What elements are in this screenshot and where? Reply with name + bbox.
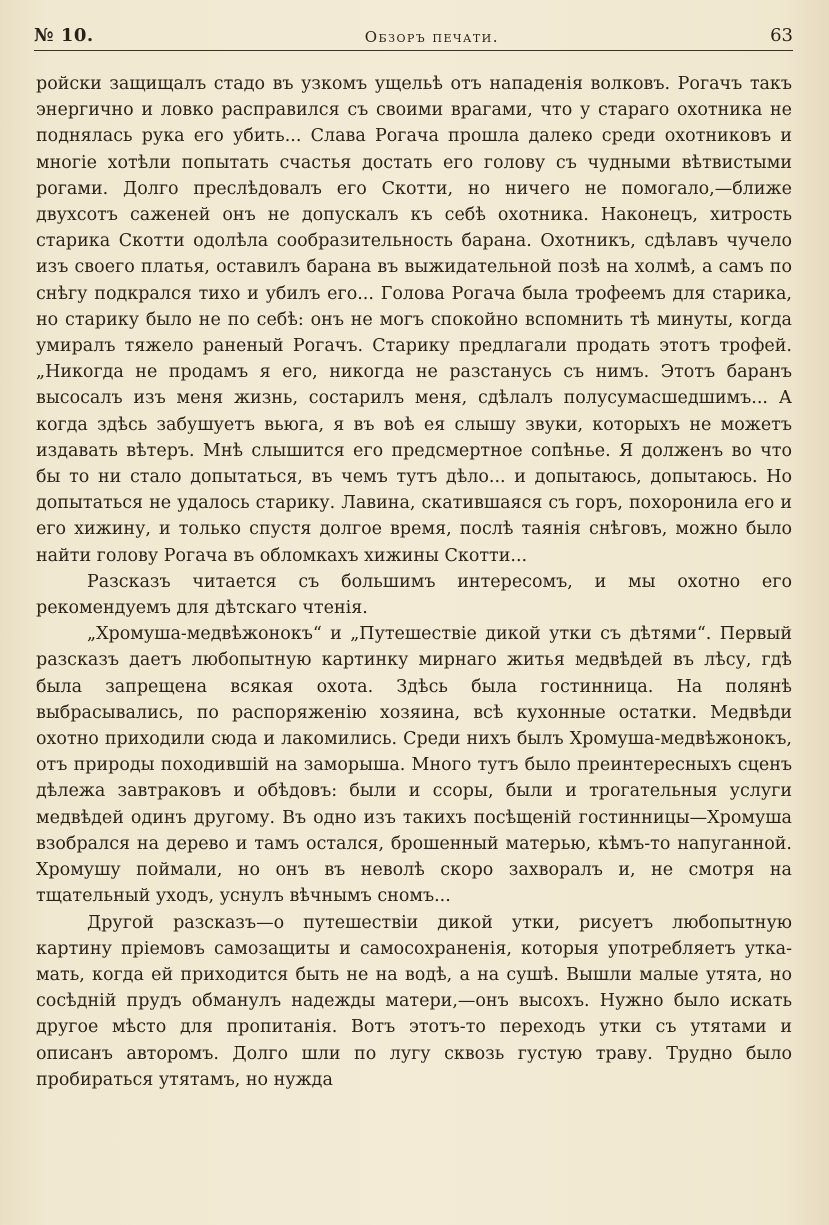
paragraph-wild-duck: Другой разсказъ—о путешествіи дикой утки, рисуетъ любопытную картину пріемовъ самозащиты и самосохраненія, которыя употребляетъ утка-мать, когда ей приходится быть не на водѣ, а на сушѣ. Вышли малые утята, но сосѣдній прудъ обманулъ надежды матери,—онъ высохъ. Нужно было искать другое мѣсто для пропитанія. Вотъ этотъ-то переходъ утки съ утятами и описанъ авторомъ. Долго шли по лугу сквозь густую траву. Трудно было пробираться утятамъ, но нужда [36,912,792,1090]
running-title: Обзоръ печати. [364,28,500,46]
issue-number: № 10. [34,25,94,46]
page-header [34,20,793,51]
paragraph-khromusha: „Хромуша-медвѣжонокъ“ и „Путешествіе дикой утки съ дѣтями“. Первый разсказъ даетъ любопытную картинку мирнаго житья медвѣдей въ лѣсу, гдѣ была запрещена всякая охота. Здѣсь была гостинница. На полянѣ выбрасывались, по распоряженію хозяина, всѣ кухонные остатки. Медвѣди охотно приходили сюда и лакомились. Среди нихъ былъ Хромуша-медвѣжонокъ, отъ природы походившій на заморыша. Много тутъ было преинтересныхъ сценъ дѣлежа завтраковъ и обѣдовъ: были и ссоры, были и трогательныя услуги медвѣдей одинъ другому. Въ одно изъ такихъ посѣщеній гостинницы—Хромуша взобрался на дерево и тамъ остался, брошенный матерью, кѣмъ-то напуганной. Хромушу поймали, но онъ въ неволѣ скоро захворалъ и, не смотря на тщательный уходъ, уснулъ вѣчнымъ сномъ... [36,624,792,907]
paragraph-continuation: ройски защищалъ стадо въ узкомъ ущельѣ отъ нападенія волковъ. Рогачъ такъ энергично и ловко расправился съ своими врагами, что у стараго охотника не поднялась рука его убить... Слава Рогача прошла далеко среди охотниковъ и многіе хотѣли попытать счастья достать его голову съ чудными вѣтвистыми рогами. Долго преслѣдовалъ его Скотти, но ничего не помогало,—ближе двухсотъ саженей онъ не допускалъ къ себѣ охотника. Наконецъ, хитрость старика Скотти одолѣла сообразительность барана. Охотникъ, сдѣлавъ чучело изъ своего платья, оставилъ барана въ выжидательной позѣ на холмѣ, а самъ по снѣгу подкрался тихо и убилъ его... Голова Рогача была трофеемъ для старика, но старику было не по себѣ: онъ не могъ спокойно вспомнить тѣ минуты, когда умиралъ тяжело раненый Рогачъ. Старику предлагали продать этотъ трофей. „Никогда не продамъ я его, никогда не разстанусь съ нимъ. Этотъ баранъ высосалъ изъ меня жизнь, состарилъ меня, сдѣлалъ полусумасшедшимъ... А когда здѣсь забушуетъ вьюга, я въ воѣ ея слышу звуки, которыхъ не можетъ издавать вѣтеръ. Мнѣ слышится его предсмертное сопѣнье. Я долженъ во что бы то ни стало допытаться, въ чемъ тутъ дѣло... и допытаюсь, допытаюсь. Но допытаться не удалось старику. Лавина, скатившаяся съ горъ, похоронила его и его хижину, и только спустя долгое время, послѣ таянія снѣговъ, можно было найти голову Рогача въ обломкахъ хижины Скотти... [36,74,792,566]
page-number: 63 [770,25,793,46]
page-body [36,71,792,1093]
paragraph-recommendation: Разсказъ читается съ большимъ интересомъ, и мы охотно его рекомендуемъ для дѣтскаго чтенія. [36,571,792,619]
